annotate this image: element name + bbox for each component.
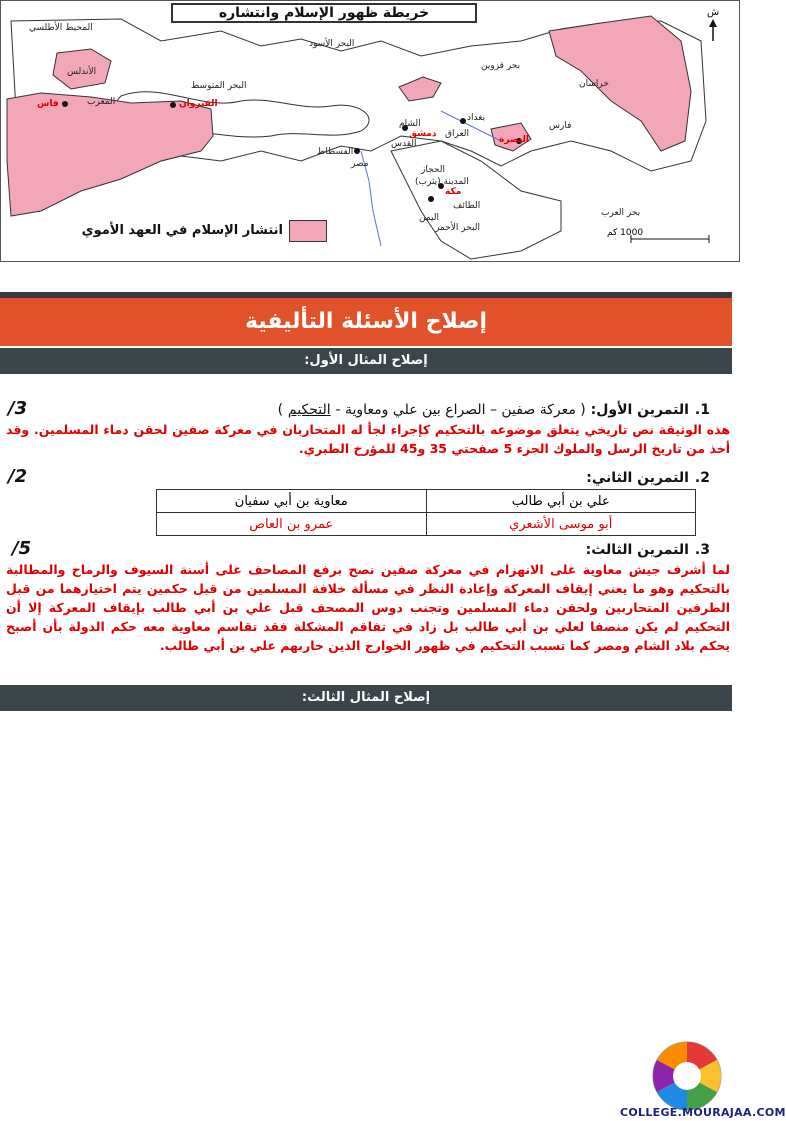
map-label-arabian-sea: بحر العرب	[601, 208, 641, 218]
section-header-example-3: إصلاح المثال الثالث:	[0, 685, 732, 711]
exercise-1-topic-underlined: التحكيم	[287, 402, 331, 418]
exercise-2-heading: 2.التمرين الثاني:	[586, 470, 710, 486]
exercise-2-table	[156, 489, 696, 536]
table-cell: عمرو بن العاص	[157, 513, 427, 536]
exercise-2-score: /2	[8, 466, 28, 487]
map-label-persia: فارس	[549, 121, 572, 131]
map-label-andalus: الأندلس	[67, 67, 97, 77]
north-label: ش	[707, 7, 720, 18]
legend-swatch	[289, 220, 327, 242]
table-row	[157, 490, 696, 513]
map-label-makka: مكة	[445, 187, 462, 197]
table-header-cell: معاوية بن أبي سفيان	[157, 490, 427, 513]
map-label-fes: فاس	[37, 99, 59, 109]
map-label-red-sea: البحر الأحمر	[435, 223, 480, 233]
exercise-3-answer: لما أشرف جيش معاوية على الانهزام في معركة صفين نصح برفع المصاحف على أسنة السيوف والرماح والمطالبة بالتحكيم وهو ما يعني إيقاف المعركة وإعادة النظر في مسألة خلافة المسلمين من قبل حكمين يتم اختيارهما من قبل الطرفين المتحاربين ولحقن دماء المسلمين وتجنب دوس المصحف قبل علي بن أبي طالب بإيقاف المعركة إلا أن التحكيم لم يكن منصفا لعلي بن أبي طالب بل زاد في تفاقم المشكلة فقد تقاسم معاوية معه حكم الدولة بأن أصبح يحكم بلاد الشام ومصر كما تسبب التحكيم في ظهور الخوارج الذين حاربهم علي بن أبي طالب.	[6, 562, 730, 653]
table-row	[157, 513, 696, 536]
map-label-sham: الشام	[399, 119, 421, 129]
map-label-black-sea: البحر الأسود	[309, 39, 355, 49]
map-label-madina: المدينة (يثرب)	[415, 177, 469, 187]
map-title: خريطة ظهور الإسلام وانتشاره	[171, 3, 477, 23]
exercise-1-score: /3	[8, 398, 28, 419]
exercise-3-score: /5	[12, 538, 32, 559]
section-header-example-1: إصلاح المثال الأول:	[0, 348, 732, 374]
map-label-yemen: اليمن	[419, 213, 440, 223]
map-label-maghreb: المغرب	[87, 97, 116, 107]
exercise-1-heading: 1.التمرين الأول: ( معركة صفين – الصراع بين علي ومعاوية - التحكيم )	[277, 402, 710, 418]
site-logo	[651, 1040, 723, 1112]
map-label-kairouan: القيروان	[179, 99, 218, 109]
map-label-atlantic: المحيط الأطلسي	[29, 23, 93, 33]
site-logo-text: COLLEGE.MOURAJAA.COM	[620, 1106, 786, 1119]
map-arabian-peninsula	[391, 141, 561, 259]
map-label-fustat: الفسطاط	[317, 147, 354, 157]
historical-map	[0, 0, 740, 262]
legend-label: انتشار الإسلام في العهد الأموي	[81, 223, 283, 238]
exercise-1-answer: هذه الوثيقة نص تاريخي يتعلق موضوعه بالتحكيم كإجراء لجأ له المتحاربان في معركة صفين لحقن دماء المسلمين. وقد أخذ من تاريخ الرسل والملوك الجزء 5 صفحتي 35 و45 للمؤرخ الطبري.	[6, 422, 730, 456]
map-label-egypt: مصر	[351, 159, 369, 169]
map-label-caspian: بحر قزوين	[481, 61, 521, 71]
table-header-cell: علي بن أبي طالب	[426, 490, 696, 513]
exercise-3-heading: 3.التمرين الثالث:	[585, 542, 710, 558]
map-region-maghreb	[7, 93, 213, 216]
map-label-khorasan: خراسان	[579, 79, 609, 89]
scale-label: 1000 كم	[607, 228, 644, 238]
map-label-quds: القدس	[391, 139, 417, 149]
map-label-baghdad: بغداد	[467, 113, 486, 123]
map-label-hijaz: الحجاز	[421, 165, 445, 175]
map-label-mediterranean: البحر المتوسط	[191, 81, 247, 91]
map-label-damascus: دمشق	[409, 129, 437, 139]
map-label-iraq: العراق	[445, 129, 470, 139]
page-title: إصلاح الأسئلة التأليفية	[0, 298, 732, 346]
table-cell: أبو موسى الأشعري	[426, 513, 696, 536]
map-label-taif: الطائف	[453, 201, 481, 211]
map-label-basra: البصرة	[499, 135, 529, 145]
